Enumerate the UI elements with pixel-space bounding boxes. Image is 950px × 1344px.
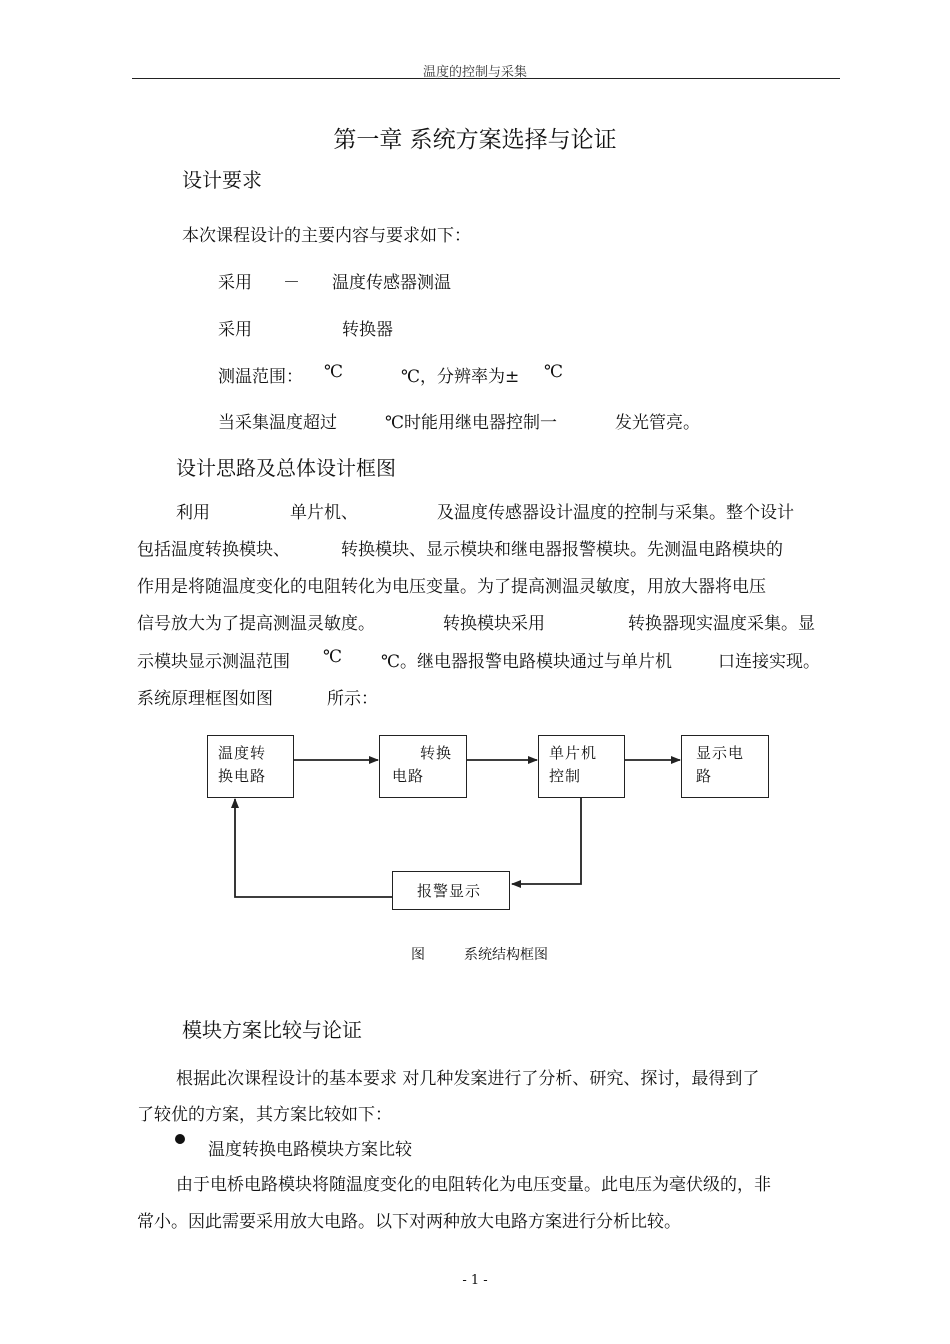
header-rule: [132, 78, 840, 79]
section-heading-comparison: 模块方案比较与论证: [182, 1018, 362, 1042]
block-alarm: 报警显示: [392, 871, 510, 910]
bullet-dot-icon: [175, 1134, 185, 1144]
block-adc: 转换 电路: [379, 735, 467, 798]
requirements-intro: 本次课程设计的主要内容与要求如下：: [182, 226, 471, 246]
page-number: - 1 -: [462, 1273, 488, 1288]
section-heading-requirements: 设计要求: [182, 168, 262, 192]
bullet-item-temp-circuit: 温度转换电路模块方案比较: [208, 1140, 412, 1160]
block-display: 显示电 路: [681, 735, 769, 798]
section-heading-design: 设计思路及总体设计框图: [176, 456, 396, 480]
arrow-alarm-to-temp: [235, 799, 392, 897]
chapter-title: 第一章 系统方案选择与论证: [333, 127, 617, 153]
circuit-paragraph-line2: 常小。因此需要采用放大电路。以下对两种放大电路方案进行分析比较。: [137, 1212, 681, 1232]
page-header: 温度的控制与采集: [422, 65, 527, 80]
comparison-paragraph-line2: 了较优的方案，其方案比较如下：: [137, 1105, 392, 1125]
block-mcu: 单片机 控制: [538, 735, 625, 798]
block-temp-conversion: 温度转 换电路: [207, 735, 294, 798]
comparison-paragraph-line1: 根据此次课程设计的基本要求 对几种发案进行了分析、研究、探讨，最得到了: [176, 1069, 760, 1089]
arrow-mcu-to-alarm: [512, 797, 581, 884]
circuit-paragraph-line1: 由于电桥电路模块将随温度变化的电阻转化为电压变量。此电压为毫伏级的，非: [176, 1175, 771, 1195]
